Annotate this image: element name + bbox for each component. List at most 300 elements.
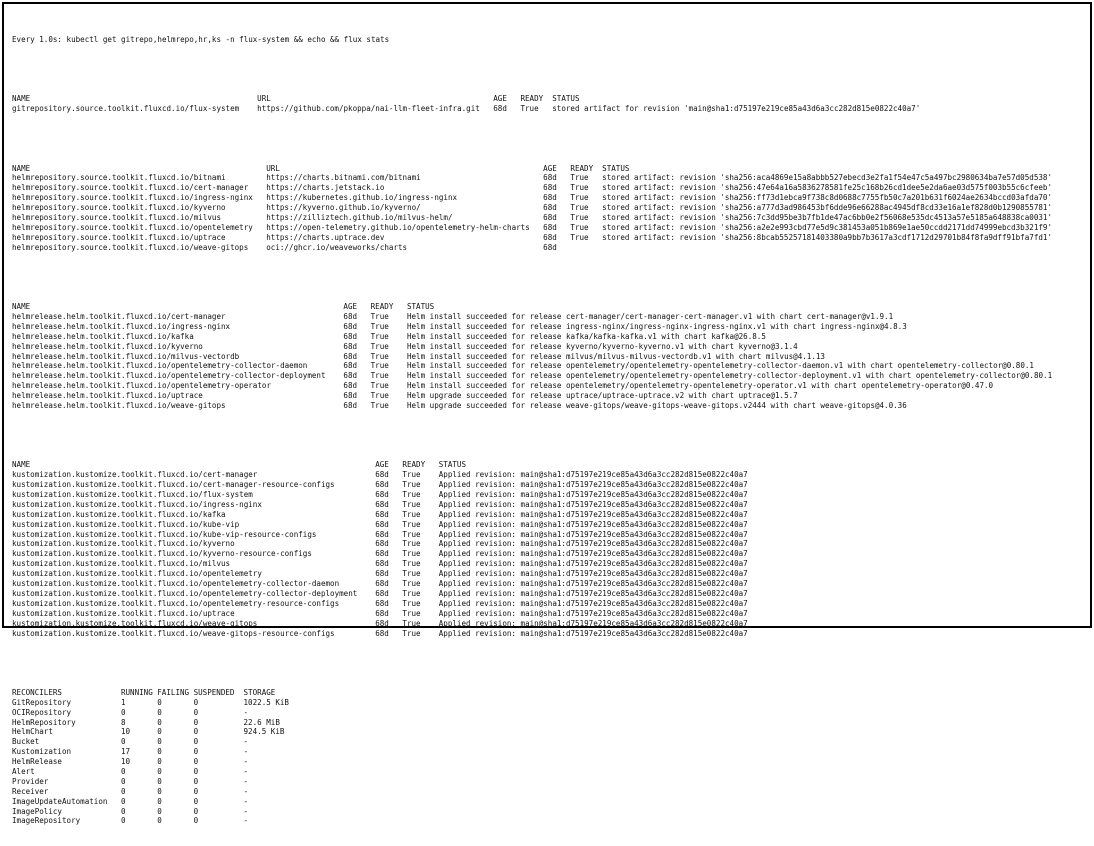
table-cell: True: [402, 569, 421, 579]
table-cell: True: [570, 193, 589, 203]
stats-header-row: [12, 688, 1090, 698]
table-cell: helmrelease.helm.toolkit.fluxcd.io/opentelemetry-operator: [12, 381, 271, 391]
table-cell: True: [402, 480, 421, 490]
column-header: READY: [370, 302, 394, 312]
table-cell: True: [370, 311, 389, 321]
table-cell: True: [370, 351, 389, 361]
table-cell: 68d: [343, 381, 358, 391]
helmrepo-row: [12, 193, 1090, 203]
table-cell: kustomization.kustomize.toolkit.fluxcd.io/opentelemetry-collector-deployment: [12, 588, 358, 598]
table-cell: HelmRepository: [12, 717, 76, 727]
table-cell: 0: [193, 796, 199, 806]
table-cell: helmrelease.helm.toolkit.fluxcd.io/opentelemetry-collector-daemon: [12, 361, 308, 371]
gitrepository-table: [12, 94, 1090, 114]
table-cell: 68d: [375, 569, 389, 579]
table-cell: 22.6 MiB: [243, 717, 280, 727]
table-cell: 0: [193, 767, 199, 777]
flux-stats-table: [12, 688, 1090, 826]
table-cell: stored artifact: revision 'sha256:ff73d1ebca9f738c8d0688c7755fb50c7a201b631f6024ae2634bccd03afda70': [602, 193, 1052, 203]
table-cell: helmrepository.source.toolkit.fluxcd.io/opentelemetry: [12, 222, 253, 232]
table-cell: kustomization.kustomize.toolkit.fluxcd.io/milvus: [12, 559, 231, 569]
table-cell: 0: [157, 816, 162, 826]
table-cell: 0: [157, 717, 162, 727]
table-cell: 1022.5 KiB: [243, 697, 289, 707]
table-cell: https://kubernetes.github.io/ingress-nginx: [266, 193, 458, 203]
column-header: AGE: [543, 163, 557, 173]
table-cell: kustomization.kustomize.toolkit.fluxcd.io/kube-vip: [12, 519, 240, 529]
table-cell: 0: [120, 796, 126, 806]
table-cell: 0: [120, 816, 126, 826]
table-cell: Applied revision: main@sha1:d75197e219ce85a43d6a3cc282d815e0822c40a7: [438, 569, 748, 579]
table-cell: True: [370, 400, 389, 410]
table-cell: Helm install succeeded for release ingress-nginx/ingress-nginx-ingress-nginx.v1 with chart ingress-nginx@4.8.3: [406, 321, 907, 331]
table-cell: 68d: [375, 598, 389, 608]
watch-header: Every 1.0s: kubectl get gitrepo,helmrepo,hr,ks -n flux-system && echo && flux stats: [12, 34, 390, 44]
table-cell: Applied revision: main@sha1:d75197e219ce85a43d6a3cc282d815e0822c40a7: [438, 618, 748, 628]
table-cell: True: [402, 628, 421, 638]
helmrelease-header-row: [12, 302, 1090, 312]
table-cell: https://open-telemetry.github.io/opentelemetry-helm-charts: [266, 222, 530, 232]
helmrepository-table: [12, 164, 1090, 253]
table-cell: https://zilliztech.github.io/milvus-helm/: [266, 212, 453, 222]
table-cell: 68d: [375, 549, 389, 559]
table-cell: 17: [120, 747, 131, 757]
table-cell: kustomization.kustomize.toolkit.fluxcd.io/kyverno-resource-configs: [12, 549, 312, 559]
stats-row: [12, 777, 1090, 787]
table-cell: 68d: [375, 559, 389, 569]
table-cell: 68d: [375, 470, 389, 480]
table-cell: kustomization.kustomize.toolkit.fluxcd.io/ingress-nginx: [12, 499, 262, 509]
kustomization-table: [12, 460, 1090, 638]
table-cell: True: [402, 598, 421, 608]
helmrelease-row: [12, 332, 1090, 342]
terminal-window: [2, 2, 1092, 826]
column-header: AGE: [375, 460, 389, 470]
table-cell: kustomization.kustomize.toolkit.fluxcd.io/uptrace: [12, 608, 235, 618]
table-cell: True: [570, 232, 589, 242]
table-cell: True: [402, 470, 421, 480]
table-cell: Helm install succeeded for release kafka/kafka-kafka.v1 with chart kafka@26.8.5: [406, 331, 766, 341]
table-cell: 68d: [543, 193, 557, 203]
stats-row: [12, 787, 1090, 797]
table-cell: 0: [193, 786, 199, 796]
table-cell: https://kyverno.github.io/kyverno/: [266, 203, 421, 213]
table-cell: True: [402, 529, 421, 539]
helmrepo-row: [12, 243, 1090, 253]
table-cell: 68d: [375, 490, 389, 500]
table-cell: 68d: [375, 539, 389, 549]
table-cell: 0: [157, 786, 162, 796]
table-cell: 68d: [493, 104, 507, 114]
table-cell: True: [370, 381, 389, 391]
table-cell: -: [243, 737, 249, 747]
table-cell: 68d: [375, 509, 389, 519]
column-header: RUNNING: [120, 687, 153, 697]
table-cell: 68d: [375, 499, 389, 509]
kustomization-row: [12, 500, 1090, 510]
table-cell: stored artifact: revision 'sha256:47e64a16a5836278581fe25c168b26cd1dee5e2da6ae03d575f003b55c6cfeeb': [602, 183, 1052, 193]
column-header: NAME: [12, 460, 31, 470]
table-cell: 68d: [375, 628, 389, 638]
helmrelease-row: [12, 391, 1090, 401]
table-cell: -: [243, 776, 249, 786]
table-cell: helmrelease.helm.toolkit.fluxcd.io/ingress-nginx: [12, 321, 231, 331]
table-cell: 68d: [543, 242, 557, 252]
table-cell: 68d: [543, 173, 557, 183]
column-header: STATUS: [552, 94, 580, 104]
table-cell: Helm install succeeded for release opentelemetry/opentelemetry-opentelemetry-collector-daemon.v1 with chart opentelemetry-collector@0.80.1: [406, 361, 1034, 371]
table-cell: 10: [120, 727, 131, 737]
table-cell: 68d: [375, 588, 389, 598]
table-cell: 68d: [375, 519, 389, 529]
table-cell: Applied revision: main@sha1:d75197e219ce85a43d6a3cc282d815e0822c40a7: [438, 499, 748, 509]
table-cell: kustomization.kustomize.toolkit.fluxcd.io/cert-manager-resource-configs: [12, 480, 335, 490]
table-cell: 68d: [543, 222, 557, 232]
column-header: URL: [257, 94, 271, 104]
table-cell: 0: [157, 727, 162, 737]
table-cell: 0: [193, 757, 199, 767]
table-cell: ImageUpdateAutomation: [12, 796, 108, 806]
table-cell: True: [402, 579, 421, 589]
table-cell: True: [570, 212, 589, 222]
table-cell: 0: [157, 747, 162, 757]
table-cell: 0: [193, 717, 199, 727]
kustomization-row: [12, 579, 1090, 589]
kustomization-row: [12, 609, 1090, 619]
table-cell: Applied revision: main@sha1:d75197e219ce85a43d6a3cc282d815e0822c40a7: [438, 490, 748, 500]
table-cell: stored artifact for revision 'main@sha1:d75197e219ce85a43d6a3cc282d815e0822c40a7': [552, 104, 921, 114]
table-cell: kustomization.kustomize.toolkit.fluxcd.io/opentelemetry: [12, 569, 262, 579]
helmrepo-row: [12, 233, 1090, 243]
table-cell: True: [570, 173, 589, 183]
table-cell: 68d: [375, 480, 389, 490]
kustomization-row: [12, 470, 1090, 480]
kustomization-row: [12, 530, 1090, 540]
table-cell: 68d: [375, 529, 389, 539]
column-header: URL: [266, 163, 280, 173]
table-cell: True: [402, 519, 421, 529]
table-cell: 924.5 KiB: [243, 727, 285, 737]
table-cell: kustomization.kustomize.toolkit.fluxcd.io/opentelemetry-collector-daemon: [12, 579, 340, 589]
stats-row: [12, 737, 1090, 747]
stats-row: [12, 747, 1090, 757]
kustomization-row: [12, 520, 1090, 530]
table-cell: 68d: [343, 371, 358, 381]
table-cell: 68d: [543, 232, 557, 242]
gitrepo-header-row: [12, 94, 1090, 104]
kustomization-row: [12, 490, 1090, 500]
table-cell: 0: [193, 737, 199, 747]
table-cell: https://charts.jetstack.io: [266, 183, 385, 193]
table-cell: Helm install succeeded for release milvus/milvus-milvus-vectordb.v1 with chart milvus@4.1.13: [406, 351, 825, 361]
table-cell: 10: [120, 757, 131, 767]
helmrelease-row: [12, 381, 1090, 391]
table-cell: 0: [120, 786, 126, 796]
table-cell: helmrepository.source.toolkit.fluxcd.io/kyverno: [12, 203, 226, 213]
table-cell: 0: [193, 707, 199, 717]
table-cell: 68d: [375, 579, 389, 589]
helmrelease-row: [12, 352, 1090, 362]
table-cell: Applied revision: main@sha1:d75197e219ce85a43d6a3cc282d815e0822c40a7: [438, 549, 748, 559]
kustomization-header-row: [12, 460, 1090, 470]
table-cell: 68d: [543, 203, 557, 213]
column-header: AGE: [343, 302, 358, 312]
table-cell: kustomization.kustomize.toolkit.fluxcd.io/kafka: [12, 509, 226, 519]
kustomization-row: [12, 559, 1090, 569]
stats-row: [12, 727, 1090, 737]
table-cell: kustomization.kustomize.toolkit.fluxcd.io/weave-gitops-resource-configs: [12, 628, 335, 638]
table-cell: True: [570, 183, 589, 193]
table-cell: 68d: [343, 341, 358, 351]
table-cell: 68d: [375, 608, 389, 618]
table-cell: kustomization.kustomize.toolkit.fluxcd.io/cert-manager: [12, 470, 258, 480]
table-cell: -: [243, 767, 249, 777]
table-cell: gitrepository.source.toolkit.fluxcd.io/flux-system: [12, 104, 240, 114]
table-cell: 0: [120, 776, 126, 786]
table-cell: Applied revision: main@sha1:d75197e219ce85a43d6a3cc282d815e0822c40a7: [438, 579, 748, 589]
kustomization-row: [12, 539, 1090, 549]
gitrepo-row: [12, 104, 1090, 114]
table-cell: True: [370, 391, 389, 401]
table-cell: Receiver: [12, 786, 49, 796]
table-cell: helmrelease.helm.toolkit.fluxcd.io/cert-manager: [12, 311, 226, 321]
table-cell: 0: [157, 796, 162, 806]
table-cell: 0: [120, 767, 126, 777]
table-cell: Applied revision: main@sha1:d75197e219ce85a43d6a3cc282d815e0822c40a7: [438, 509, 748, 519]
helmrelease-row: [12, 342, 1090, 352]
column-header: AGE: [493, 94, 507, 104]
table-cell: True: [370, 331, 389, 341]
table-cell: helmrelease.helm.toolkit.fluxcd.io/opentelemetry-collector-deployment: [12, 371, 326, 381]
table-cell: kustomization.kustomize.toolkit.fluxcd.io/kyverno: [12, 539, 235, 549]
table-cell: 0: [120, 737, 126, 747]
table-cell: helmrelease.helm.toolkit.fluxcd.io/kafka: [12, 331, 194, 341]
table-cell: Helm install succeeded for release opentelemetry/opentelemetry-opentelemetry-operator.v1 with chart opentelemetry-operator@0.47.0: [406, 381, 994, 391]
column-header: STATUS: [406, 302, 435, 312]
table-cell: True: [370, 371, 389, 381]
stats-row: [12, 708, 1090, 718]
kustomization-row: [12, 589, 1090, 599]
column-header: READY: [402, 460, 426, 470]
table-cell: 68d: [543, 183, 557, 193]
table-cell: kustomization.kustomize.toolkit.fluxcd.io/kube-vip-resource-configs: [12, 529, 317, 539]
table-cell: 0: [193, 806, 199, 816]
table-cell: ImagePolicy: [12, 806, 62, 816]
table-cell: -: [243, 816, 249, 826]
table-cell: 0: [157, 757, 162, 767]
stats-row: [12, 718, 1090, 728]
table-cell: True: [570, 222, 589, 232]
table-cell: Helm install succeeded for release kyverno/kyverno-kyverno.v1 with chart kyverno@3.1.4: [406, 341, 798, 351]
table-cell: Applied revision: main@sha1:d75197e219ce85a43d6a3cc282d815e0822c40a7: [438, 519, 748, 529]
table-cell: Applied revision: main@sha1:d75197e219ce85a43d6a3cc282d815e0822c40a7: [438, 628, 748, 638]
table-cell: Helm upgrade succeeded for release uptrace/uptrace-uptrace.v2 with chart uptrace@1.5.7: [406, 391, 798, 401]
kustomization-row: [12, 629, 1090, 639]
helmrelease-table: [12, 302, 1090, 411]
table-cell: Provider: [12, 776, 49, 786]
column-header: SUSPENDED: [193, 687, 235, 697]
table-cell: Applied revision: main@sha1:d75197e219ce85a43d6a3cc282d815e0822c40a7: [438, 529, 748, 539]
column-header: RECONCILERS: [12, 687, 62, 697]
table-cell: helmrelease.helm.toolkit.fluxcd.io/milvus-vectordb: [12, 351, 240, 361]
table-cell: -: [243, 786, 249, 796]
stats-row: [12, 807, 1090, 817]
table-cell: OCIRepository: [12, 707, 72, 717]
kustomization-row: [12, 599, 1090, 609]
helmrelease-row: [12, 401, 1090, 411]
helmrepo-row: [12, 213, 1090, 223]
column-header: NAME: [12, 302, 31, 312]
table-cell: 0: [157, 707, 162, 717]
table-cell: True: [402, 559, 421, 569]
table-cell: 0: [120, 806, 126, 816]
table-cell: https://charts.bitnami.com/bitnami: [266, 173, 421, 183]
table-cell: Alert: [12, 767, 35, 777]
table-cell: True: [402, 490, 421, 500]
table-cell: Applied revision: main@sha1:d75197e219ce85a43d6a3cc282d815e0822c40a7: [438, 470, 748, 480]
table-cell: HelmChart: [12, 727, 53, 737]
table-cell: True: [402, 588, 421, 598]
table-cell: stored artifact: revision 'sha256:8bcab55257181403380a9bb7b3617a3cdf1712d29701b84f8fa9dff91bfa7fd1': [602, 232, 1052, 242]
table-cell: helmrepository.source.toolkit.fluxcd.io/weave-gitops: [12, 242, 249, 252]
table-cell: 8: [120, 717, 126, 727]
helmrepo-row: [12, 223, 1090, 233]
table-cell: 68d: [343, 361, 358, 371]
table-cell: True: [402, 539, 421, 549]
table-cell: 68d: [343, 321, 358, 331]
table-cell: True: [370, 361, 389, 371]
table-cell: Applied revision: main@sha1:d75197e219ce85a43d6a3cc282d815e0822c40a7: [438, 559, 748, 569]
kustomization-row: [12, 569, 1090, 579]
table-cell: helmrepository.source.toolkit.fluxcd.io/ingress-nginx: [12, 193, 253, 203]
table-cell: kustomization.kustomize.toolkit.fluxcd.io/flux-system: [12, 490, 253, 500]
table-cell: 0: [157, 806, 162, 816]
table-cell: True: [370, 321, 389, 331]
column-header: NAME: [12, 163, 31, 173]
table-cell: True: [402, 618, 421, 628]
table-cell: 68d: [543, 212, 557, 222]
table-cell: 0: [193, 747, 199, 757]
table-cell: -: [243, 796, 249, 806]
table-cell: stored artifact: revision 'sha256:7c3dd95be3b7fb1de47ac6bb0e2f56068e535dc4513a57e5185a648838ca0031': [602, 212, 1052, 222]
table-cell: helmrepository.source.toolkit.fluxcd.io/cert-manager: [12, 183, 249, 193]
table-cell: 0: [193, 776, 199, 786]
kustomization-row: [12, 619, 1090, 629]
helmrelease-row: [12, 371, 1090, 381]
table-cell: helmrelease.helm.toolkit.fluxcd.io/uptrace: [12, 391, 203, 401]
table-cell: 68d: [343, 400, 358, 410]
table-cell: 68d: [343, 391, 358, 401]
table-cell: 0: [193, 727, 199, 737]
table-cell: Helm upgrade succeeded for release weave-gitops/weave-gitops-weave-gitops.v2444 with chart weave-gitops@4.0.36: [406, 400, 907, 410]
table-cell: Applied revision: main@sha1:d75197e219ce85a43d6a3cc282d815e0822c40a7: [438, 539, 748, 549]
stats-row: [12, 797, 1090, 807]
table-cell: helmrelease.helm.toolkit.fluxcd.io/weave-gitops: [12, 400, 226, 410]
stats-row: [12, 757, 1090, 767]
table-cell: Kustomization: [12, 747, 72, 757]
table-cell: 0: [157, 767, 162, 777]
table-cell: 0: [157, 697, 162, 707]
table-cell: https://charts.uptrace.dev: [266, 232, 385, 242]
table-cell: 1: [120, 697, 126, 707]
stats-row: [12, 816, 1090, 826]
table-cell: 0: [157, 737, 162, 747]
table-cell: 0: [120, 707, 126, 717]
table-cell: True: [370, 341, 389, 351]
table-cell: Helm install succeeded for release opentelemetry/opentelemetry-opentelemetry-collector-deployment.v1 with chart opentelemetry-collector@0.80.1: [406, 371, 1053, 381]
column-header: FAILING: [157, 687, 190, 697]
column-header: STORAGE: [243, 687, 276, 697]
helmrelease-row: [12, 361, 1090, 371]
table-cell: stored artifact: revision 'sha256:a2e2e993cbd77e5d9c381453a051b869e1ae50ccdd2171dd74999ebcd3b321f9': [602, 222, 1052, 232]
column-header: STATUS: [438, 460, 466, 470]
kustomization-row: [12, 510, 1090, 520]
table-cell: True: [402, 499, 421, 509]
table-cell: helmrepository.source.toolkit.fluxcd.io/milvus: [12, 212, 222, 222]
table-cell: -: [243, 707, 249, 717]
table-cell: True: [402, 608, 421, 618]
table-cell: ImageRepository: [12, 816, 81, 826]
helmrepo-row: [12, 183, 1090, 193]
table-cell: 68d: [375, 618, 389, 628]
table-cell: https://github.com/pkoppa/nai-llm-fleet-infra.git: [257, 104, 480, 114]
table-cell: 68d: [343, 331, 358, 341]
table-cell: 0: [157, 776, 162, 786]
helmrepo-header-row: [12, 164, 1090, 174]
table-cell: -: [243, 757, 249, 767]
table-cell: Helm install succeeded for release cert-manager/cert-manager-cert-manager.v1 with chart cert-manager@v1.9.1: [406, 311, 894, 321]
table-cell: Applied revision: main@sha1:d75197e219ce85a43d6a3cc282d815e0822c40a7: [438, 588, 748, 598]
helmrepo-row: [12, 173, 1090, 183]
terminal-output: [12, 15, 1090, 826]
table-cell: GitRepository: [12, 697, 72, 707]
table-cell: True: [570, 203, 589, 213]
helmrepo-row: [12, 203, 1090, 213]
column-header: STATUS: [602, 163, 630, 173]
table-cell: HelmRelease: [12, 757, 62, 767]
table-cell: True: [402, 509, 421, 519]
kustomization-row: [12, 480, 1090, 490]
stats-row: [12, 767, 1090, 777]
table-cell: 68d: [343, 311, 358, 321]
table-cell: stored artifact: revision 'sha256:aca4869e15a8abbb527ebecd3e2fa1f54e47c5a497bc2980634ba7e57d05d538': [602, 173, 1052, 183]
table-cell: -: [243, 747, 249, 757]
table-cell: helmrepository.source.toolkit.fluxcd.io/uptrace: [12, 232, 226, 242]
table-cell: True: [520, 104, 539, 114]
table-cell: Applied revision: main@sha1:d75197e219ce85a43d6a3cc282d815e0822c40a7: [438, 480, 748, 490]
table-cell: helmrelease.helm.toolkit.fluxcd.io/kyverno: [12, 341, 203, 351]
table-cell: 68d: [343, 351, 358, 361]
table-cell: stored artifact: revision 'sha256:a777d3ad986453bf6dde96e66288ac4945df8cd33e16a1ef828d0b1290855781': [602, 203, 1052, 213]
helmrelease-row: [12, 322, 1090, 332]
table-cell: 0: [193, 697, 199, 707]
column-header: READY: [520, 94, 544, 104]
table-cell: kustomization.kustomize.toolkit.fluxcd.io/weave-gitops: [12, 618, 258, 628]
table-cell: oci://ghcr.io/weaveworks/charts: [266, 242, 408, 252]
table-cell: helmrepository.source.toolkit.fluxcd.io/bitnami: [12, 173, 226, 183]
stats-row: [12, 698, 1090, 708]
column-header: NAME: [12, 94, 31, 104]
table-cell: True: [402, 549, 421, 559]
kustomization-row: [12, 549, 1090, 559]
table-cell: -: [243, 806, 249, 816]
table-cell: Applied revision: main@sha1:d75197e219ce85a43d6a3cc282d815e0822c40a7: [438, 608, 748, 618]
helmrelease-row: [12, 312, 1090, 322]
table-cell: 0: [193, 816, 199, 826]
table-cell: Bucket: [12, 737, 40, 747]
table-cell: Applied revision: main@sha1:d75197e219ce85a43d6a3cc282d815e0822c40a7: [438, 598, 748, 608]
column-header: READY: [570, 163, 594, 173]
